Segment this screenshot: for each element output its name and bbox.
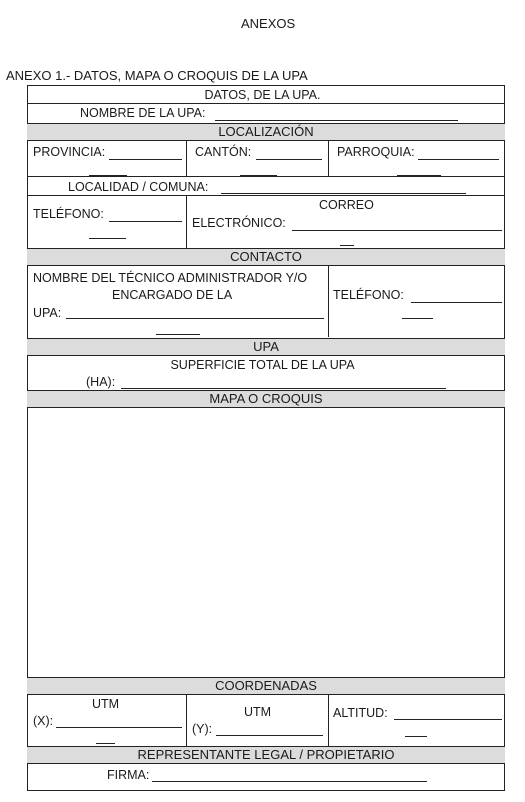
tecnico-label-3: UPA: [33,306,62,320]
correo-label-1: CORREO [319,198,374,212]
provincia-field[interactable] [109,159,182,160]
coordenadas-heading: COORDENADAS [215,678,317,693]
contacto-heading: CONTACTO [230,249,302,264]
tecnico-field[interactable] [66,318,324,319]
nombre-upa-field[interactable] [215,120,458,121]
telefono-field[interactable] [109,221,182,222]
firma-label: FIRMA: [107,768,150,782]
mapa-area[interactable] [28,408,504,676]
annex-title: ANEXO 1.- DATOS, MAPA O CROQUIS DE LA UPA [6,68,308,83]
x-utm-label: UTM [92,697,120,711]
provincia-label: PROVINCIA: [33,145,106,159]
parroquia-label: PARROQUIA: [337,145,415,159]
nombre-upa-label: NOMBRE DE LA UPA: [80,106,206,120]
superficie-label-1: SUPERFICIE TOTAL DE LA UPA [170,358,355,372]
telefono-label: TELÉFONO: [33,207,104,221]
correo-label-2: ELECTRÓNICO: [192,216,286,230]
coordenadas-band [27,677,505,695]
datos-heading: DATOS, DE LA UPA. [204,88,321,102]
localidad-label: LOCALIDAD / COMUNA: [68,180,209,194]
representante-band [27,746,505,764]
y-field[interactable] [216,735,323,736]
page-title: ANEXOS [241,16,296,31]
altitud-label: ALTITUD: [333,706,388,720]
canton-label: CANTÓN: [195,145,252,159]
y-utm-label: UTM [244,705,272,719]
x-label: (X): [33,714,54,728]
x-field[interactable] [56,727,182,728]
superficie-label-2: (HA): [86,375,116,389]
contacto-band [27,248,505,266]
mapa-band [27,390,505,408]
representante-heading: REPRESENTANTE LEGAL / PROPIETARIO [137,747,395,762]
altitud-field[interactable] [394,719,502,720]
localizacion-band [27,123,505,141]
upa-heading: UPA [253,339,279,354]
contacto-telefono-field[interactable] [411,302,502,303]
tecnico-label-1: NOMBRE DEL TÉCNICO ADMINISTRADOR Y/O [33,271,308,285]
contacto-telefono-label: TELÉFONO: [333,288,404,302]
mapa-heading: MAPA O CROQUIS [209,391,323,406]
firma-field[interactable] [152,781,427,782]
correo-field[interactable] [292,230,502,231]
canton-field[interactable] [256,159,322,160]
superficie-field[interactable] [121,388,446,389]
localidad-field[interactable] [221,193,466,194]
upa-band [27,338,505,356]
parroquia-field[interactable] [418,159,499,160]
localizacion-heading: LOCALIZACIÓN [218,124,314,139]
tecnico-label-2: ENCARGADO DE LA [112,288,233,302]
y-label: (Y): [192,722,213,736]
